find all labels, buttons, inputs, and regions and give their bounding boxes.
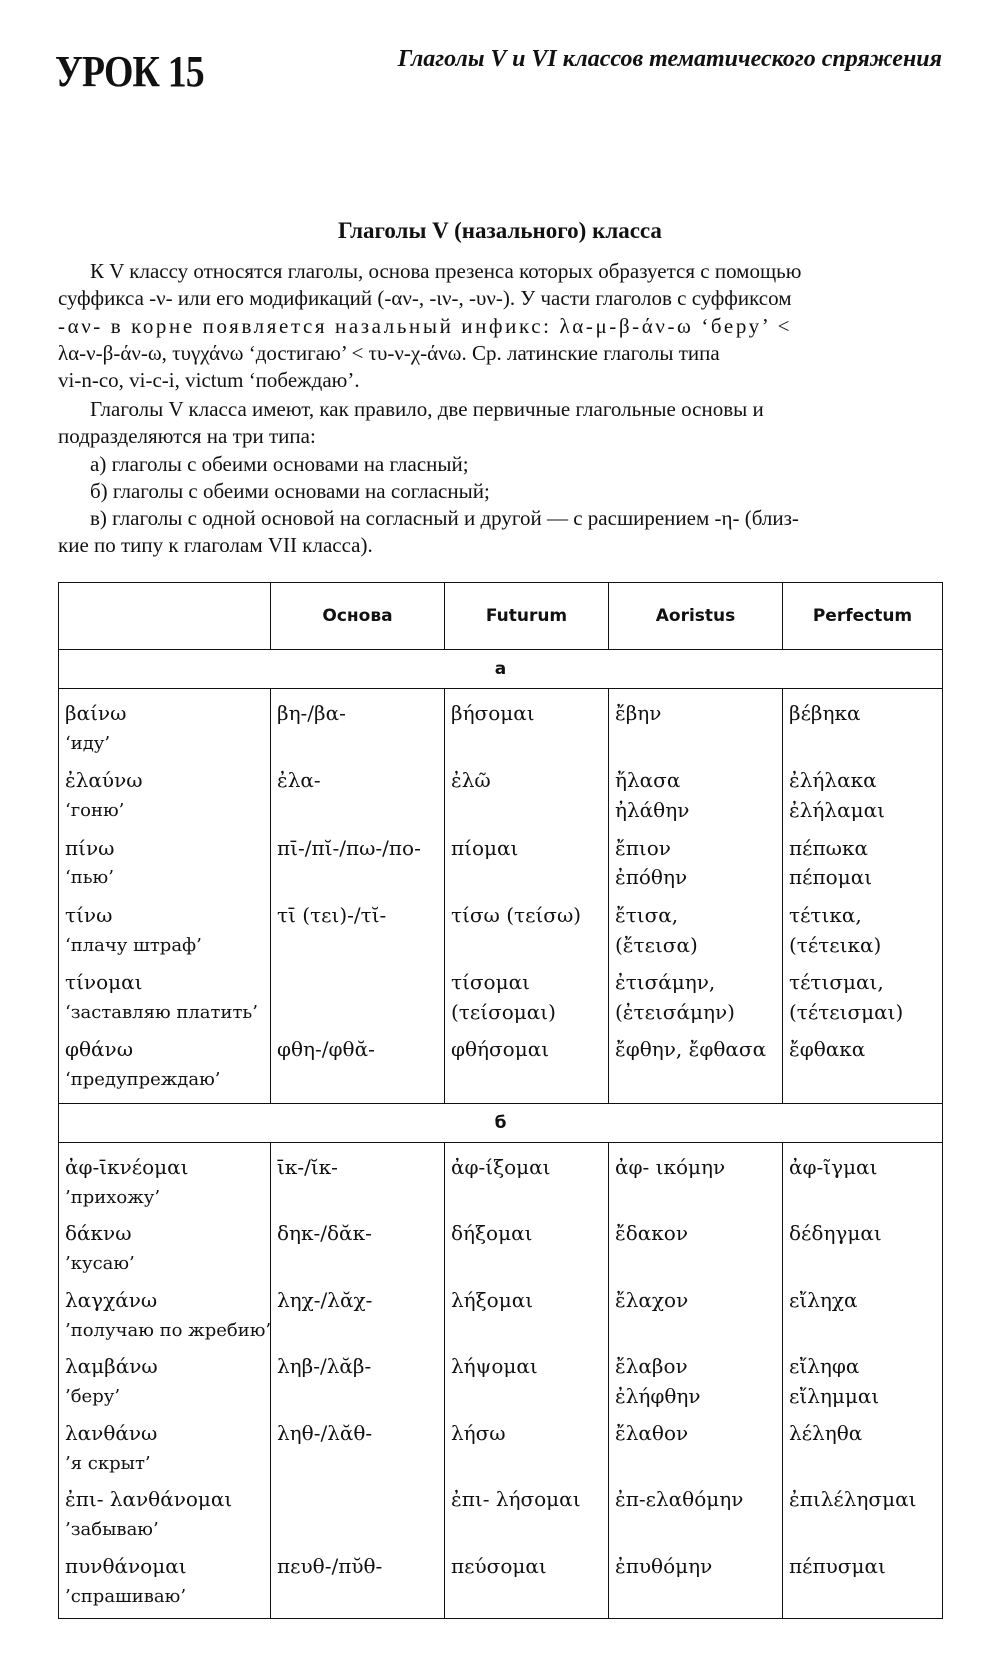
aoristus-form: ἤλασα xyxy=(615,768,681,793)
stem: ληθ-/λᾰθ- xyxy=(277,1420,373,1445)
verb: λανθάνω xyxy=(65,1420,158,1445)
perfectum-form: ἀφ-ῖγμαι xyxy=(789,1154,878,1179)
aoristus-form: ἔλαθον xyxy=(615,1420,689,1445)
group-b-separator xyxy=(59,1103,943,1142)
aoristus-form: ἀφ- ικόμην xyxy=(615,1154,726,1179)
perfectum-form-alt: πέπομαι xyxy=(789,865,873,890)
aoristus-form-alt: ἐλήφθην xyxy=(615,1384,701,1409)
perfectum-form-alt: (τέτεισμαι) xyxy=(789,999,904,1024)
verb: δάκνω xyxy=(65,1221,132,1246)
verb: λαγχάνω xyxy=(65,1287,158,1312)
perfectum-form: τέτισμαι, xyxy=(789,970,884,995)
table-header-row xyxy=(59,583,943,650)
group-a-aoristus xyxy=(609,689,783,1104)
intro-line: λα-ν-β-άν-ω, τυγχάνω ‘достигаю’ < τυ-ν-χ-άνω. Ср. латинские глаголы типа xyxy=(58,340,720,365)
aoristus-form: ἔπιον xyxy=(615,835,671,860)
group-a-perfectum xyxy=(783,689,943,1104)
group-a-separator xyxy=(59,650,943,689)
aoristus-form: ἐπυθόμην xyxy=(615,1553,713,1578)
aoristus-form-alt: (ἐτεισάμην) xyxy=(615,999,735,1024)
section-title: Глаголы V (назального) класса xyxy=(338,218,662,243)
type-c-item: в) глаголы с одной основой на согласный и другой — с расширением -η- (близ- xyxy=(90,506,799,531)
group-b-label: б xyxy=(59,1103,943,1142)
types-line: подразделяются на три типа: xyxy=(58,424,316,449)
types-paragraph xyxy=(58,396,942,560)
group-b-verbs xyxy=(59,1142,271,1619)
verb: φθάνω xyxy=(65,1037,134,1062)
perfectum-form: ἐπιλέλησμαι xyxy=(789,1487,917,1512)
futurum-form: λήψομαι xyxy=(451,1354,538,1379)
group-a-label: а xyxy=(59,650,943,689)
futurum-form-alt: (τείσομαι) xyxy=(451,999,556,1024)
verb-gloss: ‘предупреждаю’ xyxy=(65,1069,221,1091)
aoristus-form-alt: (ἔτεισα) xyxy=(615,932,698,957)
stem: φθη-/φθᾰ- xyxy=(277,1037,375,1062)
perfectum-form-alt: (τέτεικα) xyxy=(789,932,882,957)
header-aoristus: Aoristus xyxy=(609,583,783,650)
perfectum-form: εἴληχα xyxy=(789,1287,858,1312)
futurum-form: βήσομαι xyxy=(451,701,535,725)
group-a-stems xyxy=(271,689,445,1104)
aoristus-form: ἔλαβον xyxy=(615,1354,688,1379)
type-c-item-cont: кие по типу к глаголам VII класса). xyxy=(58,533,373,558)
verb: λαμβάνω xyxy=(65,1354,158,1379)
aoristus-form: ἔλαχον xyxy=(615,1287,689,1312)
stem: ληβ-/λᾰβ- xyxy=(277,1354,372,1379)
verb-gloss: ‘гоню’ xyxy=(65,800,125,822)
verb: ἐλαύνω xyxy=(65,768,143,793)
futurum-form: ἐπι- λήσομαι xyxy=(451,1487,581,1512)
perfectum-form: εἴληφα xyxy=(789,1354,860,1379)
stem: τῑ (τει)-/τῐ- xyxy=(277,902,387,927)
header-perfectum: Perfectum xyxy=(783,583,943,650)
perfectum-form: ἐλήλακα xyxy=(789,768,877,793)
futurum-form: ἐλῶ xyxy=(451,768,491,793)
aoristus-form: ἔδακον xyxy=(615,1221,688,1246)
futurum-form: τίσομαι xyxy=(451,970,530,995)
header-stem: Основа xyxy=(271,583,445,650)
futurum-form: τίσω (τείσω) xyxy=(451,902,582,927)
aoristus-form-alt: ἐπόθην xyxy=(615,865,688,890)
intro-line: vi-n-co, vi-c-i, victum ‘побеждаю’. xyxy=(58,368,360,393)
perfectum-form: βέβηκα xyxy=(789,701,861,725)
verb-gloss: ’кусаю’ xyxy=(65,1253,135,1275)
verb-gloss: ‘иду’ xyxy=(65,732,111,754)
verb: βαίνω xyxy=(65,701,127,725)
group-a-verbs xyxy=(59,689,271,1104)
futurum-form: πεύσομαι xyxy=(451,1553,547,1578)
stem: δηκ-/δᾰκ- xyxy=(277,1221,372,1246)
futurum-form: φθήσομαι xyxy=(451,1037,550,1062)
type-a-item: а) глаголы с обеими основами на гласный; xyxy=(90,451,469,476)
futurum-form: λήξομαι xyxy=(451,1287,534,1312)
stem: ῑκ-/ῐκ- xyxy=(277,1154,338,1179)
aoristus-form: ἔβην xyxy=(615,701,662,725)
perfectum-form-alt: εἴλημμαι xyxy=(789,1384,880,1409)
aoristus-form: ἐτισάμην, xyxy=(615,970,716,995)
verb-gloss: ’получаю по жребию’ xyxy=(65,1319,272,1341)
group-a-block xyxy=(59,689,943,1104)
header-futurum: Futurum xyxy=(445,583,609,650)
stem: πευθ-/πῠθ- xyxy=(277,1553,383,1578)
verb-gloss: ’спрашиваю’ xyxy=(65,1585,187,1607)
futurum-form: λήσω xyxy=(451,1420,506,1445)
verb-gloss: ‘заставляю платить’ xyxy=(65,1001,258,1023)
verb: ἐπι- λανθάνομαι xyxy=(65,1487,233,1512)
group-b-block xyxy=(59,1142,943,1619)
group-b-perfectum xyxy=(783,1142,943,1619)
aoristus-form: ἔτισα, xyxy=(615,902,679,927)
verb: τίνω xyxy=(65,902,113,927)
intro-paragraph xyxy=(58,258,942,394)
perfectum-form: πέπυσμαι xyxy=(789,1553,886,1578)
verb-gloss: ’беру’ xyxy=(65,1386,121,1408)
perfectum-form-alt: ἐλήλαμαι xyxy=(789,798,885,823)
perfectum-form: τέτικα, xyxy=(789,902,862,927)
verb-gloss: ‘плачу штраф’ xyxy=(65,934,202,956)
stem: ἐλα- xyxy=(277,768,321,793)
perfectum-form: λέληθα xyxy=(789,1420,863,1445)
stem: βη-/βα- xyxy=(277,701,346,725)
aoristus-form: ἐπ-ελαθόμην xyxy=(615,1487,744,1512)
verb-gloss: ’прихожу’ xyxy=(65,1186,161,1208)
running-title: Глаголы V и VI классов тематического спряжения xyxy=(397,46,942,72)
group-b-aoristus xyxy=(609,1142,783,1619)
verb-gloss: ‘пью’ xyxy=(65,867,114,889)
aoristus-form-alt: ἠλάθην xyxy=(615,798,690,823)
verb: πυνθάνομαι xyxy=(65,1553,187,1578)
perfectum-form: πέπωκα xyxy=(789,835,868,860)
stem: πῑ-/πῐ-/πω-/πο- xyxy=(277,835,421,860)
stem: ληχ-/λᾰχ- xyxy=(277,1287,373,1312)
verb-table xyxy=(58,582,943,1619)
types-line: Глаголы V класса имеют, как правило, две первичные глагольные основы и xyxy=(90,397,764,421)
intro-line: К V классу относятся глаголы, основа презенса которых образуется с помощью xyxy=(90,259,802,283)
header-verb xyxy=(59,583,271,650)
intro-line: суффикса -ν- или его модификаций (-αν-, -ιν-, -υν-). У части глаголов с суффиксом xyxy=(58,286,792,311)
group-a-futurum xyxy=(445,689,609,1104)
futurum-form: δήξομαι xyxy=(451,1221,533,1246)
intro-line: -αν- в корне появляется назальный инфикс: λα-μ-β-άν-ω ‘беру’ < xyxy=(58,313,793,338)
lesson-heading: УРОК 15 xyxy=(55,47,204,96)
type-b-item: б) глаголы с обеими основами на согласный; xyxy=(90,478,490,503)
perfectum-form: δέδηγμαι xyxy=(789,1221,882,1246)
aoristus-form: ἔφθην, ἔφθασα xyxy=(615,1037,767,1062)
verb-gloss: ’я скрыт’ xyxy=(65,1452,151,1474)
verb-gloss: ’забываю’ xyxy=(65,1519,159,1541)
verb: ἀφ-ῑκνέομαι xyxy=(65,1154,189,1179)
verb: πίνω xyxy=(65,835,115,860)
futurum-form: ἀφ-ίξομαι xyxy=(451,1154,551,1179)
group-b-futurum xyxy=(445,1142,609,1619)
group-b-stems xyxy=(271,1142,445,1619)
perfectum-form: ἔφθακα xyxy=(789,1037,866,1062)
futurum-form: πίομαι xyxy=(451,835,519,860)
verb: τίνομαι xyxy=(65,970,143,995)
